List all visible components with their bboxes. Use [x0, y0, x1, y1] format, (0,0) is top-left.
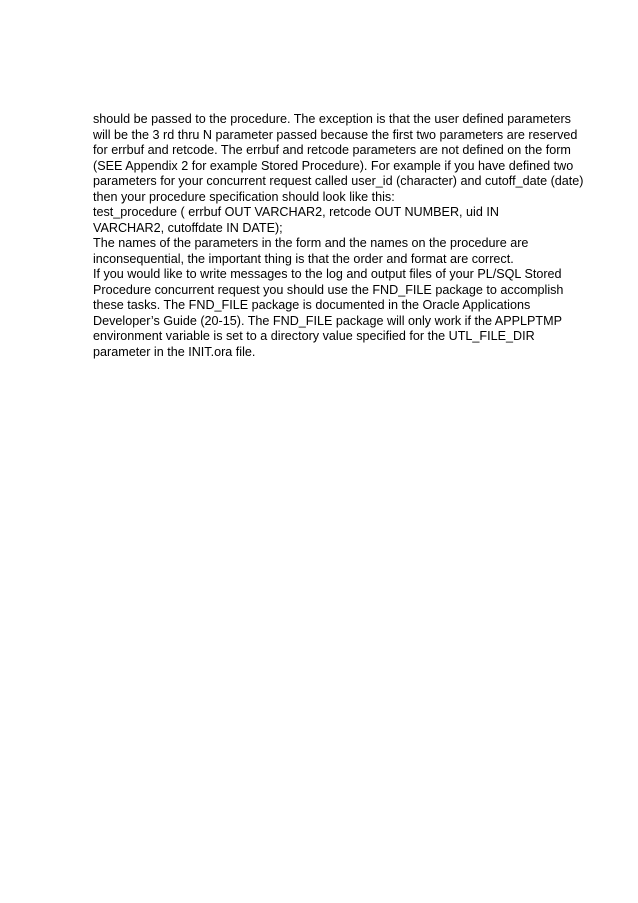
code-line: test_procedure ( errbuf OUT VARCHAR2, retcode OUT NUMBER, uid IN [93, 205, 499, 219]
body-text [93, 112, 584, 360]
text-line: these tasks. The FND_FILE package is documented in the Oracle Applications [93, 298, 531, 312]
text-line: will be the 3 rd thru N parameter passed because the first two parameters are reserved [93, 127, 578, 142]
text-line: Procedure concurrent request you should use the FND_FILE package to accomplish [93, 282, 564, 297]
text-line: parameters for your concurrent request called user_id (character) and cutoff_date (date) [93, 174, 584, 188]
text-line: Developer’s Guide (20-15). The FND_FILE package will only work if the APPLPTMP [93, 313, 562, 328]
text-line: then your procedure specification should look like this: [93, 189, 395, 204]
text-line: inconsequential, the important thing is that the order and format are correct. [93, 251, 514, 266]
text-line: environment variable is set to a directory value specified for the UTL_FILE_DIR [93, 329, 535, 343]
text-line: The names of the parameters in the form and the names on the procedure are [93, 236, 529, 250]
text-line: for errbuf and retcode. The errbuf and retcode parameters are not defined on the form [93, 143, 571, 157]
text-line: (SEE Appendix 2 for example Stored Procedure). For example if you have defined two [93, 158, 574, 173]
text-line: should be passed to the procedure. The exception is that the user defined parameters [93, 112, 571, 126]
code-line: VARCHAR2, cutoffdate IN DATE); [93, 220, 283, 235]
text-line: If you would like to write messages to the log and output files of your PL/SQL Stored [93, 267, 562, 281]
text-line: parameter in the INIT.ora file. [93, 344, 256, 359]
